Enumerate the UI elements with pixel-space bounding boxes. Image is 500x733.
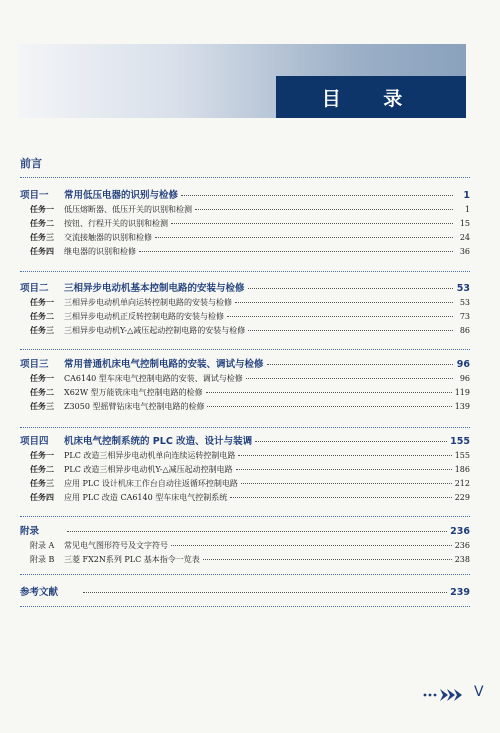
toc-references-heading[interactable]: 参考文献 239 [20, 587, 470, 598]
leader-dots [235, 302, 453, 303]
leader-dots [67, 531, 447, 532]
toc-task[interactable]: 任务一 三相异步电动机单向运转控制电路的安装与检修 53 [30, 297, 470, 307]
toc-project-1[interactable]: 项目一 常用低压电器的识别与检修 1 [20, 190, 470, 201]
toc-task[interactable]: 任务二 PLC 改造三相异步电动机Y-△减压起动控制电路 186 [30, 464, 470, 474]
leader-dots [203, 559, 452, 560]
leader-dots [83, 592, 447, 593]
leader-dots [227, 316, 453, 317]
toc-project-3[interactable]: 项目三 常用普通机床电气控制电路的安装、调试与检修 96 [20, 359, 470, 370]
leader-dots [255, 441, 447, 442]
toc-task[interactable]: 任务三 应用 PLC 设计机床工作台自动往返循环控制电路 212 [30, 478, 470, 488]
leader-dots [171, 545, 452, 546]
toc-task[interactable]: 任务三 交流接触器的识别和检修 24 [30, 232, 470, 242]
leader-dots [238, 455, 451, 456]
toc-task[interactable]: 任务一 低压熔断器、低压开关的识别和检测 1 [30, 204, 470, 214]
toc-task[interactable]: 任务一 PLC 改造三相异步电动机单向连续运转控制电路 155 [30, 450, 470, 460]
divider [20, 427, 470, 428]
leader-dots [248, 330, 453, 331]
leader-dots [241, 483, 452, 484]
leader-dots [207, 406, 451, 407]
leader-dots [246, 378, 453, 379]
page-number: V [474, 684, 484, 700]
toc-section-1 [20, 187, 470, 260]
toc-appendix [20, 523, 470, 568]
leader-dots [171, 223, 453, 224]
page-title: 目 录 [321, 87, 421, 110]
toc-task[interactable]: 任务四 应用 PLC 改造 CA6140 型车床电气控制系统 229 [30, 492, 470, 502]
leader-dots [248, 288, 453, 289]
leader-dots [230, 497, 451, 498]
next-arrows-icon [422, 688, 466, 702]
leader-dots [195, 209, 453, 210]
divider [20, 349, 470, 350]
toc-references [20, 584, 470, 601]
toc-task[interactable]: 任务一 CA6140 型车床电气控制电路的安装、调试与检修 96 [30, 373, 470, 383]
toc-task[interactable]: 任务二 X62W 型万能铣床电气控制电路的检修 119 [30, 387, 470, 397]
toc-appendix-heading[interactable]: 附录 236 [20, 526, 470, 537]
leader-dots [236, 469, 452, 470]
leader-dots [206, 392, 452, 393]
toc-project-4[interactable]: 项目四 机床电气控制系统的 PLC 改造、设计与装调 155 [20, 436, 470, 447]
leader-dots [155, 237, 453, 238]
preface-link[interactable]: 前言 [20, 157, 42, 170]
leader-dots [267, 364, 453, 365]
toc-project-2[interactable]: 项目二 三相异步电动机基本控制电路的安装与检修 53 [20, 283, 470, 294]
toc-task[interactable]: 任务二 三相异步电动机正反转控制电路的安装与检修 73 [30, 311, 470, 321]
toc-section-2 [20, 280, 470, 339]
toc-appendix-item[interactable]: 附录 B 三菱 FX2N系列 PLC 基本指令一览表 238 [30, 555, 470, 564]
divider [20, 177, 470, 178]
toc-section-3 [20, 356, 470, 415]
toc-task[interactable]: 任务四 继电器的识别和检修 36 [30, 246, 470, 256]
toc-task[interactable]: 任务三 三相异步电动机Y-△减压起动控制电路的安装与检修 86 [30, 325, 470, 335]
toc-task[interactable]: 任务三 Z3050 型摇臂钻床电气控制电路的检修 139 [30, 401, 470, 411]
leader-dots [139, 251, 453, 252]
divider [20, 606, 470, 607]
toc-appendix-item[interactable]: 附录 A 常见电气图形符号及文字符号 236 [30, 541, 470, 550]
toc-task[interactable]: 任务二 按钮、行程开关的识别和检测 15 [30, 218, 470, 228]
divider [20, 574, 470, 575]
leader-dots [181, 195, 453, 196]
divider [20, 271, 470, 272]
toc-section-4 [20, 433, 470, 506]
divider [20, 516, 470, 517]
